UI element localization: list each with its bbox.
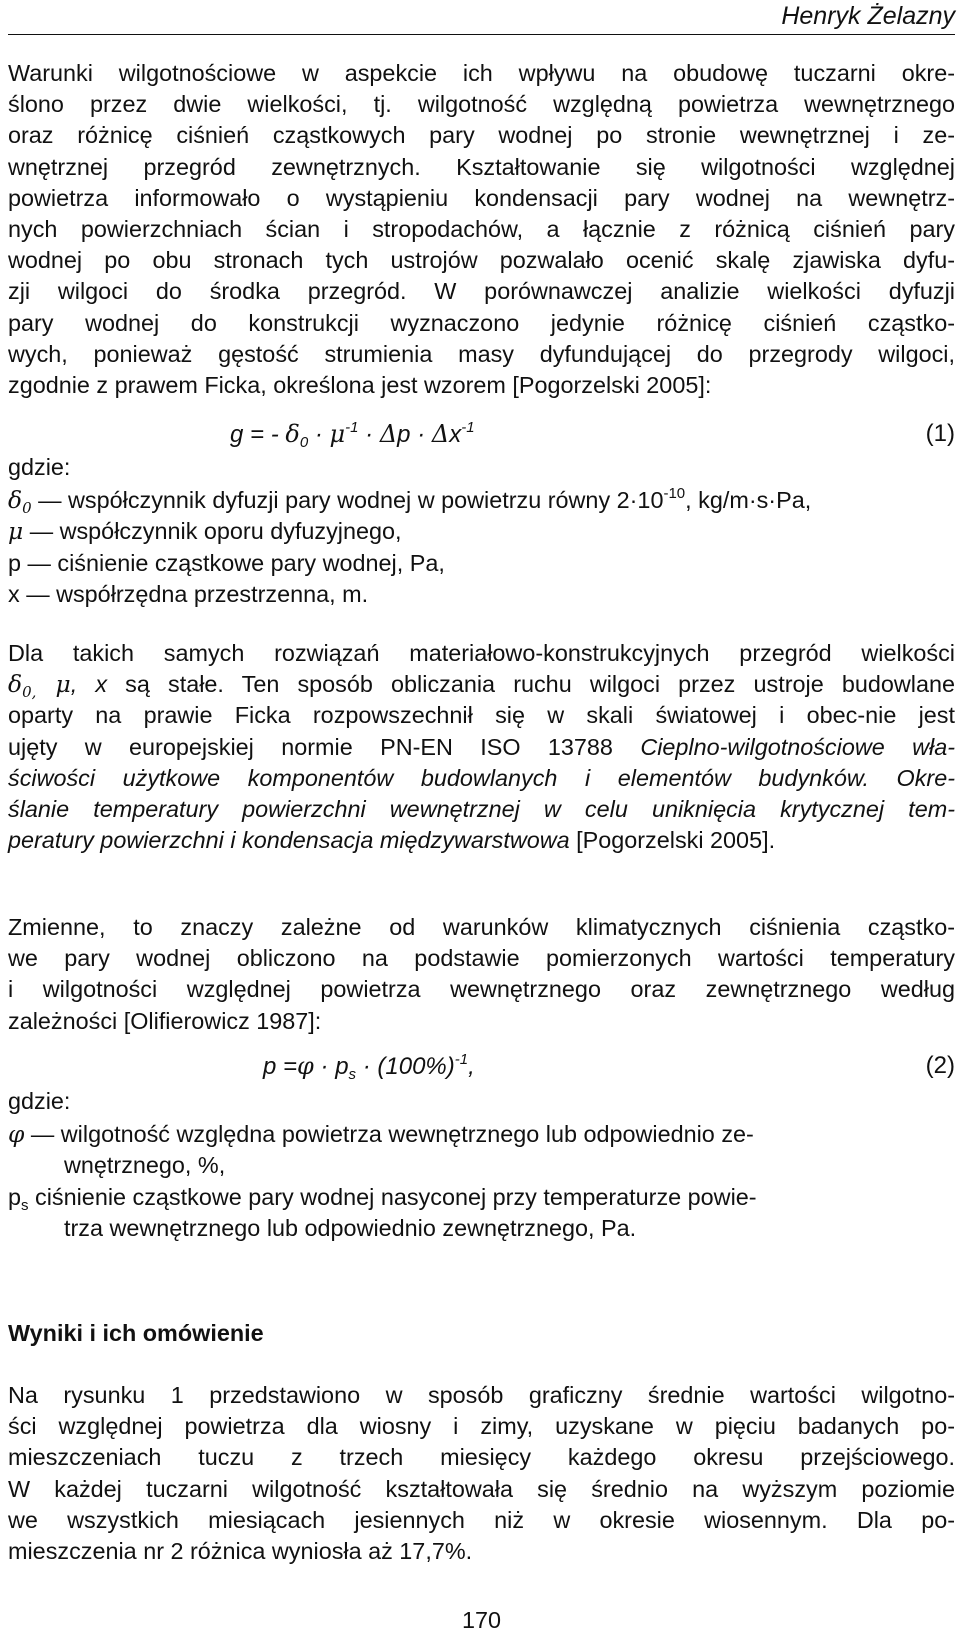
definition-ps-cont: trza wewnętrznego lub odpowiednio zewnętrznego, Pa. [64,1214,637,1241]
text-line: $\delta_{0,}$ μ, x są stałe. Ten sposób obliczania ruchu wilgoci przez ustroje budowlane [8,670,955,702]
text-line: i wilgotności względnej powietrza wewnętrznego oraz zewnętrznego według [8,976,955,1003]
text-line: ściwości użytkowe komponentów budowlanych i elementów budynków. Okre- [8,764,955,791]
text-line: ślono przez dwie wielkości, tj. wilgotność względną powietrza wewnętrznego [8,91,955,118]
text-line: powietrza informowało o wystąpieniu kondensacji pary wodnej na wewnętrz- [8,184,955,211]
text-line: oparty na prawie Ficka rozpowszechnił się w skali światowej i obec-nie jest [8,702,955,729]
paragraph-4 [8,1380,955,1567]
text-line: zależności [Olifierowicz 1987]: [8,1007,322,1034]
text-line: we wszystkich miesiącach jesiennych niż w okresie wiosennym. Dla po- [8,1506,955,1533]
text-line: W każdej tuczarni wilgotność kształtowała się średnio na wyższym poziomie [8,1475,955,1502]
text-line: mieszczeniach tuczu z trzech miesięcy każdego okresu przejściowego. [8,1444,955,1471]
definition-p: p — ciśnienie cząstkowe pary wodnej, Pa, [8,549,445,576]
text-line: zgodnie z prawem Ficka, określona jest wzorem [Pogorzelski 2005]: [8,372,712,399]
where-label: gdzie: [8,454,71,480]
equation-number: (2) [925,1052,955,1079]
text-line: Warunki wilgotnościowe w aspekcie ich wpływu na obudowę tuczarni okre- [8,60,955,86]
header-rule [8,34,955,35]
where-label: gdzie: [8,1088,71,1114]
text-line: ujęty w europejskiej normie PN-EN ISO 13788 Cieplno-wilgotnościowe wła- [8,733,955,760]
symbol-list-2 [8,1086,955,1244]
text-line: wnętrznej przegród zewnętrznych. Kształtowanie się wilgotności względnej [8,153,955,180]
text-line: Dla takich samych rozwiązań materiałowo-konstrukcyjnych przegród wielkości [8,640,955,666]
text-line: Zmienne, to znaczy zależne od warunków klimatycznych ciśnienia cząstko- [8,914,955,940]
text-line: pary wodnej do konstrukcji wyznaczono jedynie różnicę ciśnień cząstko- [8,309,955,336]
definition-delta0: $\delta_0$ — współczynnik dyfuzji pary wodnej w powietrzu równy $2\cdot 10^{-10}$, kg/m·s·Pa, [8,485,812,518]
definition-phi: φ — wilgotność względna powietrza wewnętrznego lub odpowiednio ze- [8,1120,754,1149]
document-page [8,0,955,1641]
definition-ps: $p_s$ ciśnienie cząstkowe pary wodnej nasyconej przy temperaturze powie- [8,1183,757,1214]
page-number: 170 [461,1607,502,1633]
definition-phi-cont: wnętrznego, %, [64,1152,226,1179]
text-line: zji wilgoci do środka przegród. W porównawczej analizie wielkości dyfuzji [8,278,955,305]
running-head: Henryk Żelazny [781,2,955,30]
text-line: wych, ponieważ gęstość strumienia masy dyfundującej do przegrody wilgoci, [8,340,955,367]
text-line: mieszczenia nr 2 różnica wyniosła aż 17,7%. [8,1538,473,1565]
text-line: nych powierzchniach ścian i stropodachów, a łącznie z różnicą ciśnień pary [8,216,955,243]
equation-number: (1) [925,420,955,447]
equation-body: $p =\varphi \cdot p_s \cdot (100\%)^{-1}$, [263,1051,475,1083]
equation-body: g = - $\delta_0 \cdot \mu^{-1} \cdot \Delta p \cdot \Delta x^{-1}$ [230,419,475,451]
definition-mu: μ — współczynnik oporu dyfuzyjnego, [8,517,402,546]
text-line: we pary wodnej obliczono na podstawie pomierzonych wartości temperatury [8,945,955,972]
text-line: Na rysunku 1 przedstawiono w sposób graficzny średnie wartości wilgotno- [8,1382,955,1408]
section-heading: Wyniki i ich omówienie [8,1320,264,1346]
paragraph-2 [8,638,955,856]
text-line: peratury powierzchni i kondensacja międzywarstwowa [Pogorzelski 2005]. [8,827,776,854]
text-line: wodnej po obu stronach tych ustrojów pozwalało ocenić skalę zjawiska dyfu- [8,247,955,274]
text-line: ślanie temperatury powierzchni wewnętrznej w celu uniknięcia krytycznej tem- [8,796,955,823]
paragraph-1 [8,58,955,401]
paragraph-3 [8,912,955,1037]
definition-x: x — współrzędna przestrzenna, m. [8,580,369,607]
symbol-list-1 [8,452,955,610]
text-line: ści względnej powietrza dla wiosny i zimy, uzyskane w pięciu badanych po- [8,1413,955,1440]
text-line: oraz różnicę ciśnień cząstkowych pary wodnej po stronie wewnętrznej i ze- [8,122,955,149]
